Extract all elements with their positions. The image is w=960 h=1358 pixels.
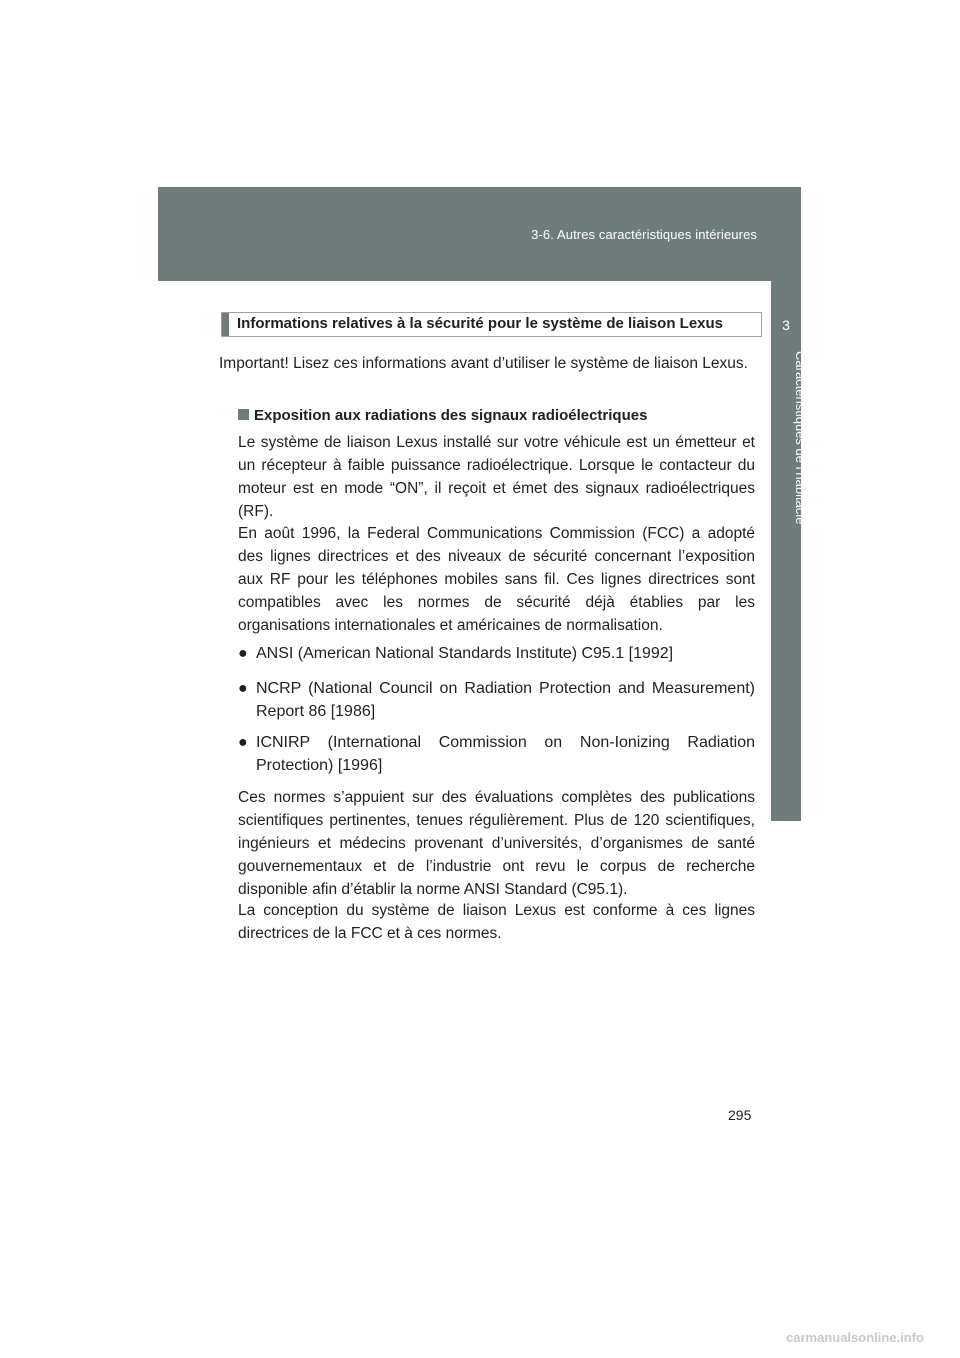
bullet-text: ICNIRP (International Commission on Non-Ionizing Radiation Protection) [1996] — [256, 734, 755, 774]
paragraph-1: Le système de liaison Lexus installé sur votre véhicule est un émetteur et un récepteur à faible puissance radioélectrique. Lorsque le contacteur du moteur est en mode “ON”, il reçoit et émet des signaux radioélectriques (RF). — [238, 434, 755, 520]
bullet-text: NCRP (National Council on Radiation Protection and Measurement) Report 86 [1986] — [256, 680, 755, 720]
bullet-dot-icon: ● — [238, 680, 248, 697]
section-heading-box — [221, 312, 762, 337]
bullet-dot-icon: ● — [238, 734, 248, 751]
subheading — [238, 407, 647, 424]
intro-paragraph: Important! Lisez ces informations avant d’utiliser le système de liaison Lexus. — [219, 355, 748, 372]
bullet-item-ansi — [238, 642, 755, 665]
bullet-item-ncrp — [238, 677, 755, 723]
bullet-text: ANSI (American National Standards Institute) C95.1 [1992] — [256, 645, 674, 662]
chapter-side-tab — [771, 281, 808, 821]
chapter-side-label-wrap — [771, 351, 808, 821]
paragraph-2: En août 1996, la Federal Communications Commission (FCC) a adopté des lignes directrices et des niveaux de sécurité concernant l’exposition aux RF pour les téléphones mobiles sans fil. Ces lignes directrices sont compatibles avec les normes de sécurité déjà établies par les organisations internationales et américaines de normalisation. — [238, 525, 755, 634]
watermark: carmanualsonline.info — [786, 1330, 924, 1345]
square-bullet-icon — [238, 409, 249, 420]
paragraph-4: La conception du système de liaison Lexus est conforme à ces lignes directrices de la FCC et à ces normes. — [238, 902, 755, 942]
paragraph-3: Ces normes s’appuient sur des évaluations complètes des publications scientifiques pertinentes, tenues régulièrement. Plus de 120 scientifiques, ingénieurs et médecins provenant d’universités, d’organismes de santé gouvernementaux et de l’industrie ont revu le corpus de recherche disponible afin d’établir la norme ANSI Standard (C95.1). — [238, 789, 755, 898]
chapter-number: 3 — [782, 317, 790, 333]
section-heading: Informations relatives à la sécurité pour le système de liaison Lexus — [237, 315, 724, 332]
bullet-item-icnirp — [238, 731, 755, 777]
subheading-text: Exposition aux radiations des signaux radioélectriques — [254, 407, 648, 424]
header-bar — [158, 187, 801, 281]
section-heading-bar — [222, 313, 229, 336]
bullet-dot-icon: ● — [238, 645, 248, 662]
chapter-side-label: Caractéristiques de l’habitacle — [793, 351, 808, 525]
chapter-title: 3-6. Autres caractéristiques intérieures — [531, 227, 757, 242]
page-number: 295 — [728, 1107, 752, 1123]
